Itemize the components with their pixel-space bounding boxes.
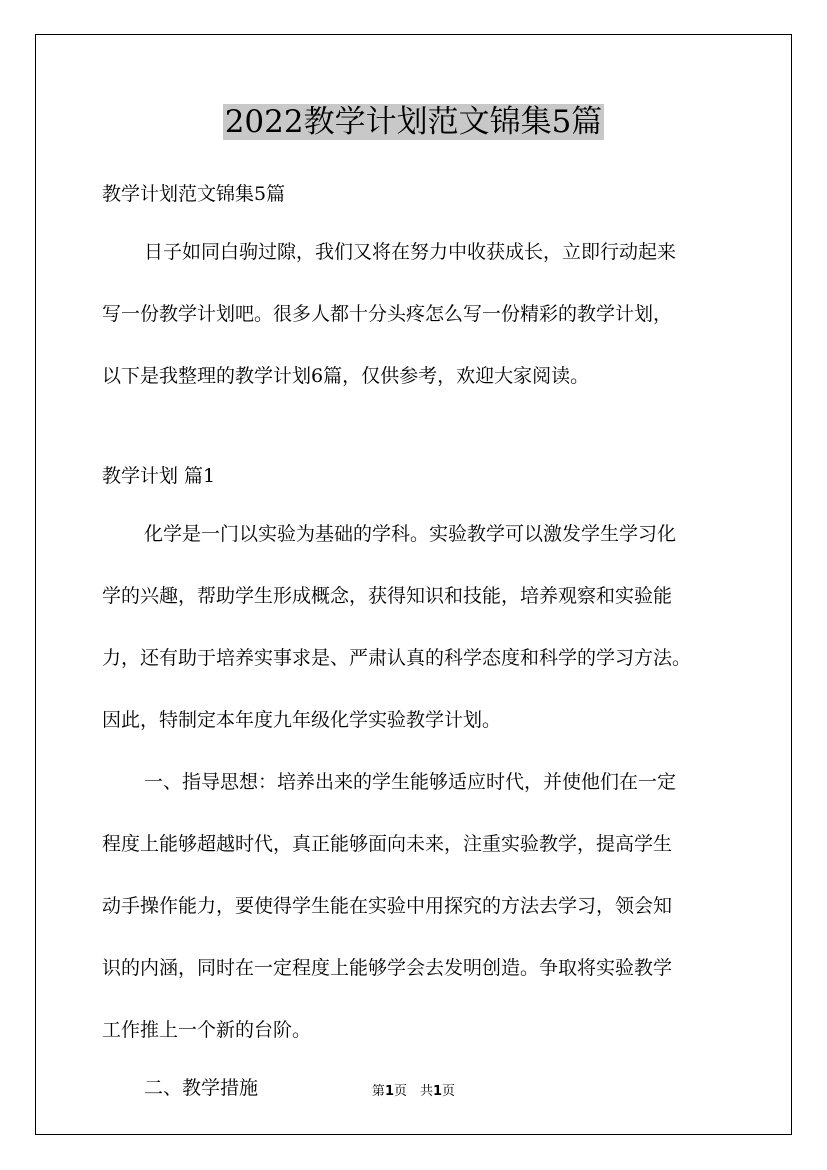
current-page-number: 1: [384, 1084, 394, 1099]
document-subtitle: 教学计划范文锦集5篇: [102, 183, 286, 205]
footer-middle: 页 共: [393, 1084, 433, 1099]
footer-suffix: 页: [442, 1084, 456, 1099]
intro-line-1: 日子如同白驹过隙，我们又将在努力中收获成长，立即行动起来: [144, 241, 677, 263]
intro-line-2: 写一份教学计划吧。很多人都十分头疼怎么写一份精彩的教学计划，: [102, 303, 673, 325]
section-heading: 教学计划 篇1: [102, 465, 216, 487]
paragraph-2-line-5: 工作推上一个新的台阶。: [102, 1019, 312, 1041]
paragraph-1-line-4: 因此，特制定本年度九年级化学实验教学计划。: [102, 709, 502, 731]
paragraph-1-line-1: 化学是一门以实验为基础的学科。实验教学可以激发学生学习化: [144, 523, 677, 545]
paragraph-2-line-1: 一、指导思想：培养出来的学生能够适应时代，并使他们在一定: [144, 771, 677, 793]
document-title-text: 2022教学计划范文锦集5篇: [224, 104, 603, 140]
footer-prefix: 第: [371, 1084, 385, 1099]
intro-line-3: 以下是我整理的教学计划6篇，仅供参考，欢迎大家阅读。: [102, 365, 590, 387]
total-page-number: 1: [433, 1084, 443, 1099]
subheading-teaching-measures: 二、教学措施: [144, 1077, 259, 1099]
document-title: [0, 102, 827, 142]
document-body: [102, 177, 742, 1105]
paragraph-2-line-2: 程度上能够超越时代，真正能够面向未来，注重实验教学，提高学生: [102, 833, 673, 855]
paragraph-1-line-2: 学的兴趣，帮助学生形成概念，获得知识和技能，培养观察和实验能: [102, 585, 673, 607]
paragraph-2-line-4: 识的内涵，同时在一定程度上能够学会去发明创造。争取将实验教学: [102, 957, 673, 979]
paragraph-2-line-3: 动手操作能力，要使得学生能在实验中用探究的方法去学习，领会知: [102, 895, 673, 917]
paragraph-1-line-3: 力，还有助于培养实事求是、严肃认真的科学态度和科学的学习方法。: [102, 647, 692, 669]
page-footer: [0, 1083, 827, 1101]
